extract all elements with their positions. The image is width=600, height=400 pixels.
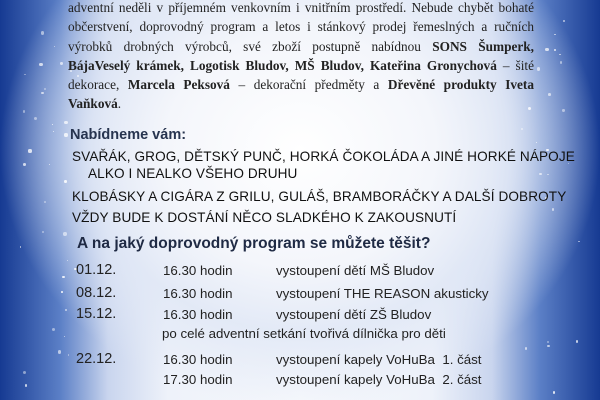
sparkle-dot: [52, 124, 53, 125]
sparkle-dot: [525, 347, 527, 349]
sparkle-dot: [41, 31, 44, 34]
offer-item: KLOBÁSKY A CIGÁRA Z GRILU, GULÁŠ, BRAMBORÁČKY A DALŠÍ DOBROTY: [72, 189, 567, 204]
program-row: [0, 262, 600, 280]
sparkle-dot: [547, 341, 549, 343]
sparkle-dot: [576, 340, 579, 343]
intro-text-end: .: [117, 96, 122, 112]
program-desc: vystoupení dětí ZŠ Bludov: [276, 307, 432, 322]
sparkle-dot: [49, 164, 50, 165]
sparkle-dot: [54, 46, 56, 48]
sparkle-dot: [560, 61, 563, 64]
program-time: 16.30 hodin: [163, 286, 233, 301]
sparkle-dot: [547, 345, 549, 347]
intro-vendor-peksova: Marcela Peksová: [127, 77, 230, 93]
sparkle-dot: [60, 62, 62, 64]
program-time: 16.30 hodin: [163, 263, 233, 278]
program-time: 16.30 hodin: [163, 352, 233, 367]
program-date: 22.12.: [76, 351, 117, 367]
program-row: [0, 285, 600, 303]
sparkle-dot: [554, 34, 555, 35]
program-note: po celé adventní setkání tvořivá dílnička pro děti: [162, 326, 446, 341]
intro-text-2: – šité dekorace,: [68, 57, 534, 93]
program-row: [0, 351, 600, 369]
sparkle-dot: [578, 241, 580, 243]
program-date: 01.12.: [76, 262, 117, 278]
program-heading: A na jaký doprovodný program se můžete těšit?: [77, 235, 431, 252]
sparkle-dot: [28, 149, 31, 152]
program-time: 17.30 hodin: [163, 372, 233, 387]
program-desc: vystoupení THE REASON akusticky: [276, 286, 489, 301]
sparkle-dot: [24, 74, 26, 76]
sparkle-dot: [547, 174, 549, 176]
sparkle-dot: [64, 180, 66, 182]
intro-text: adventní neděli v příjemném venkovním i vnitřním prostředí. Nebude chybět bohaté občerstvení, doprovodný program a letos i stánkový prodej řemeslných a ručních výrobků drobných výrobců, své zboží postupně nabídnou: [68, 0, 534, 54]
program-time: 16.30 hodin: [163, 307, 233, 322]
sparkle-dot: [64, 133, 67, 136]
intro-vendor-vankova: Dřevěné produkty Iveta Vaňková: [68, 77, 534, 112]
sparkle-dot: [537, 67, 540, 70]
program-row: [0, 306, 600, 324]
sparkle-dot: [23, 163, 26, 166]
offer-item: VŽDY BUDE K DOSTÁNÍ NĚCO SLADKÉHO K ZAKOUSNUTÍ: [72, 210, 457, 225]
offer-item: ALKO I NEALKO VŠEHO DRUHU: [88, 166, 298, 181]
offer-heading: Nabídneme vám:: [70, 127, 187, 143]
intro-paragraph: [68, 0, 534, 114]
sparkle-dot: [44, 88, 46, 90]
sparkle-dot: [41, 92, 44, 95]
sparkle-dot: [63, 232, 66, 235]
sparkle-dot: [20, 246, 21, 247]
sparkle-dot: [539, 173, 541, 175]
program-desc: vystoupení kapely VoHuBa 1. část: [276, 352, 482, 367]
program-desc: vystoupení kapely VoHuBa 2. část: [276, 372, 482, 387]
program-date: 08.12.: [76, 285, 117, 301]
sparkle-dot: [563, 20, 565, 22]
sparkle-dot: [23, 110, 25, 112]
sparkle-dot: [67, 260, 68, 261]
program-date: 15.12.: [76, 306, 117, 322]
offer-item: SVAŘÁK, GROG, DĚTSKÝ PUNČ, HORKÁ ČOKOLÁDA A JINÉ HORKÉ NÁPOJE: [72, 149, 575, 164]
sparkle-dot: [39, 63, 42, 66]
sparkle-dot: [536, 142, 537, 143]
sparkle-dot: [545, 48, 548, 51]
sparkle-dot: [548, 93, 551, 96]
sparkle-dot: [53, 131, 54, 132]
sparkle-dot: [554, 49, 556, 51]
sparkle-dot: [562, 109, 564, 111]
intro-text-3: – dekorační předměty a: [229, 77, 388, 93]
sparkle-dot: [552, 208, 555, 211]
sparkle-dot: [64, 121, 67, 124]
sparkle-dot: [44, 201, 46, 203]
sparkle-dot: [42, 231, 44, 233]
program-row: [0, 371, 600, 389]
sparkle-dot: [553, 391, 556, 394]
sparkle-dot: [52, 328, 55, 331]
sparkle-dot: [34, 117, 37, 120]
sparkle-dot: [64, 336, 65, 337]
intro-vendors: SONS Šumperk, BájaVeselý krámek, Logotisk Bludov, MŠ Bludov, Kateřina Gronychová: [68, 38, 534, 73]
sparkle-dot: [521, 128, 523, 130]
sparkle-dot: [559, 54, 561, 56]
program-desc: vystoupení dětí MŠ Bludov: [276, 263, 435, 278]
